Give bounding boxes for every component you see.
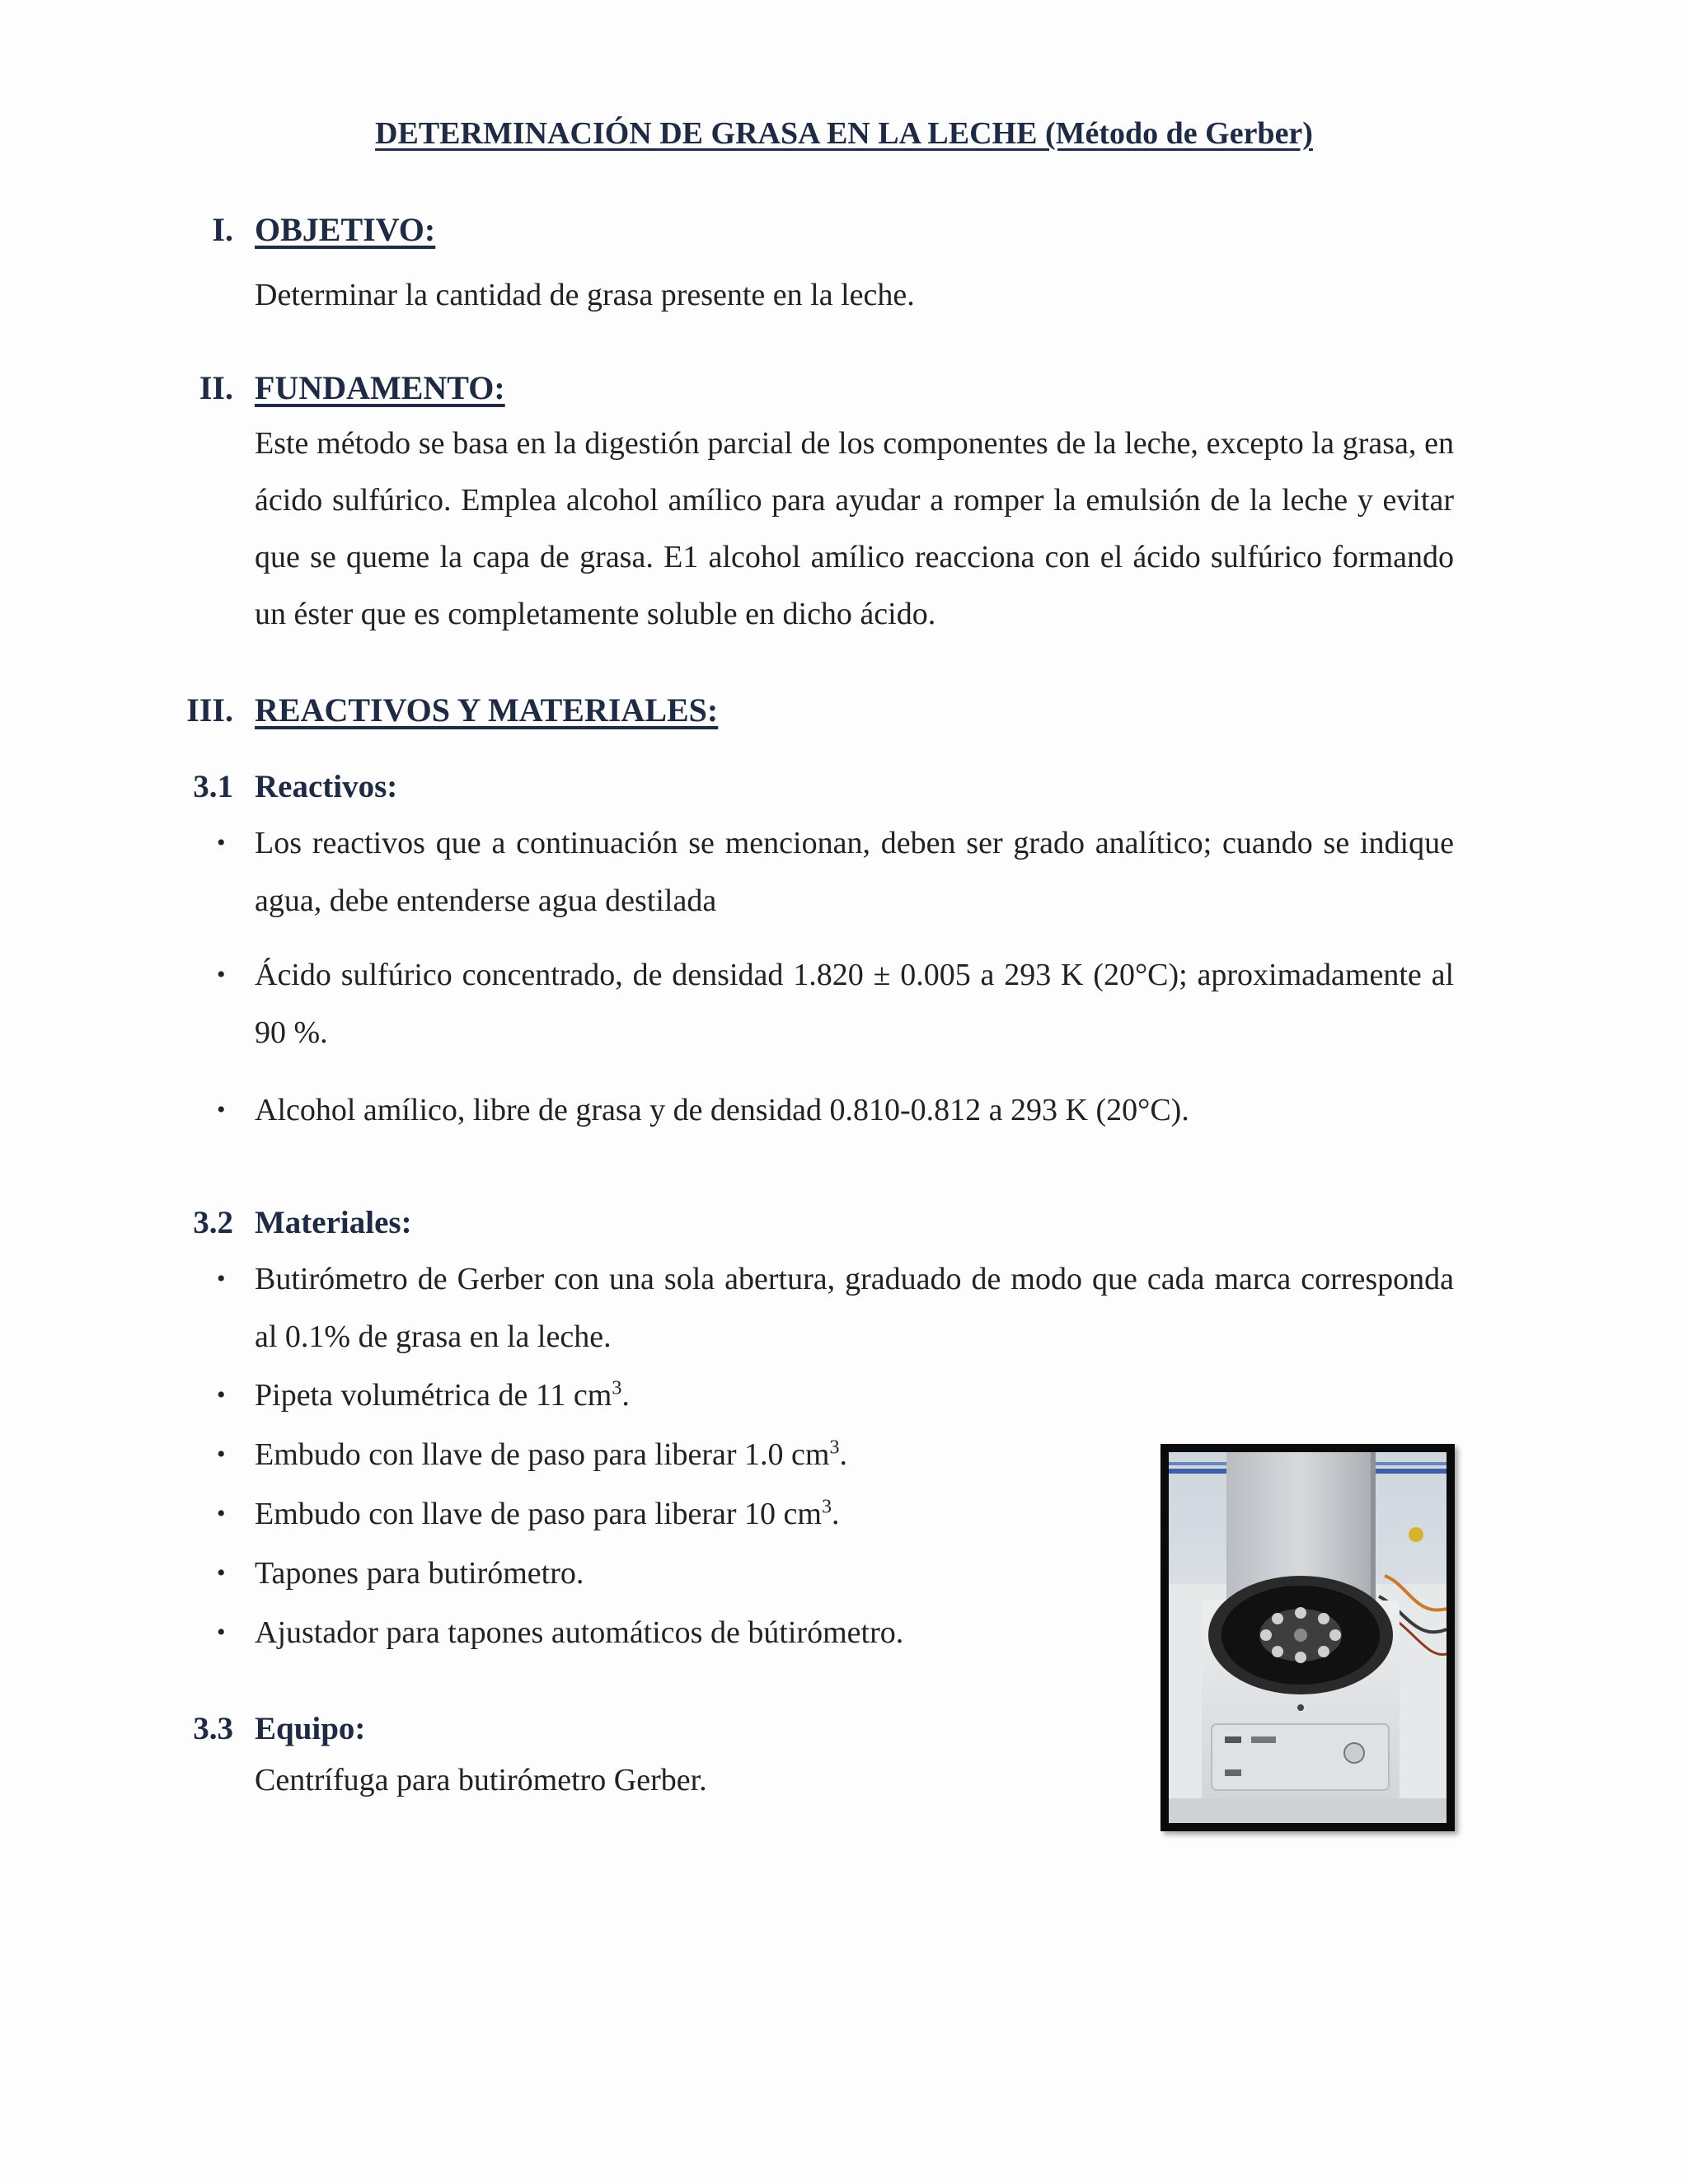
- fundamento-text: Este método se basa en la digestión parcial de los componentes de la leche, excepto la grasa, en ácido sulfúrico. Emplea alcohol amílico para ayudar a romper la emulsión de la leche y evitar que se queme la capa de grasa. E1 alcohol amílico reacciona con el ácido sulfúrico formando un éster que es completamente soluble en dicho ácido.: [255, 426, 1454, 631]
- subsection-equipo-heading: [193, 1710, 366, 1747]
- subsection-number: 3.3: [193, 1711, 233, 1746]
- section-reactivos-materiales-heading: [186, 691, 719, 729]
- period: .: [831, 1497, 840, 1531]
- document-title: DETERMINACIÓN DE GRASA EN LA LECHE (Método de Gerber): [375, 116, 1313, 151]
- bullet-icon: •: [217, 1441, 226, 1468]
- section-fundamento-heading: [199, 368, 505, 407]
- subsection-number: 3.1: [193, 769, 233, 804]
- list-item-text: Alcohol amílico, libre de grasa y de densidad 0.810-0.812 a 293 K (20°C).: [255, 1093, 1189, 1127]
- bullet-icon: •: [217, 1265, 226, 1292]
- list-item: [217, 1081, 1454, 1139]
- bullet-icon: •: [217, 1500, 226, 1527]
- list-item: [217, 814, 1454, 930]
- bullet-icon: •: [217, 1381, 226, 1408]
- subsection-title: Equipo:: [255, 1711, 366, 1746]
- list-item-text: Tapones para butirómetro.: [255, 1556, 584, 1591]
- section-number: II.: [199, 369, 233, 406]
- centrifuge-image: [1169, 1452, 1447, 1823]
- list-item: [217, 1366, 1454, 1424]
- subsection-reactivos-heading: [193, 768, 398, 805]
- list-item: [217, 1250, 1454, 1366]
- subsection-materiales-heading: [193, 1204, 412, 1241]
- superscript: 3: [612, 1377, 622, 1399]
- list-item-text: Los reactivos que a continuación se mencionan, deben ser grado analítico; cuando se indique agua, debe entenderse agua destilada: [255, 826, 1454, 918]
- section-title: FUNDAMENTO:: [255, 369, 505, 406]
- list-item-text: Ácido sulfúrico concentrado, de densidad 1.820 ± 0.005 a 293 K (20°C); aproximadamente al 90 %.: [255, 958, 1454, 1050]
- section-title: REACTIVOS Y MATERIALES:: [255, 691, 719, 729]
- bullet-icon: •: [217, 1096, 226, 1123]
- subsection-number: 3.2: [193, 1205, 233, 1240]
- bullet-icon: •: [217, 961, 226, 988]
- list-item-text: Butirómetro de Gerber con una sola abertura, graduado de modo que cada marca corresponda al 0.1% de grasa en la leche.: [255, 1262, 1454, 1354]
- subsection-title: Reactivos:: [255, 769, 398, 804]
- centrifuge-photo: [1160, 1444, 1455, 1831]
- section-objetivo-heading: [212, 210, 436, 249]
- list-item-text: Embudo con llave de paso para liberar 1.0 cm: [255, 1437, 830, 1472]
- superscript: 3: [829, 1436, 840, 1459]
- list-item-text: Ajustador para tapones automáticos de bútirómetro.: [255, 1615, 904, 1650]
- list-item: [217, 946, 1454, 1062]
- bullet-icon: •: [217, 1559, 226, 1586]
- superscript: 3: [821, 1496, 832, 1518]
- equipo-text: Centrífuga para butirómetro Gerber.: [255, 1763, 707, 1797]
- section-title: OBJETIVO:: [255, 211, 436, 248]
- bullet-icon: •: [217, 829, 226, 856]
- subsection-title: Materiales:: [255, 1205, 412, 1240]
- section-number: I.: [212, 211, 233, 248]
- bullet-icon: •: [217, 1619, 226, 1646]
- objetivo-text: Determinar la cantidad de grasa presente en la leche.: [255, 278, 915, 312]
- period: .: [839, 1437, 847, 1472]
- list-item-text: Pipeta volumétrica de 11 cm: [255, 1378, 612, 1413]
- list-item-text: Embudo con llave de paso para liberar 10 cm: [255, 1497, 822, 1531]
- period: .: [621, 1378, 630, 1413]
- section-number: III.: [186, 691, 233, 729]
